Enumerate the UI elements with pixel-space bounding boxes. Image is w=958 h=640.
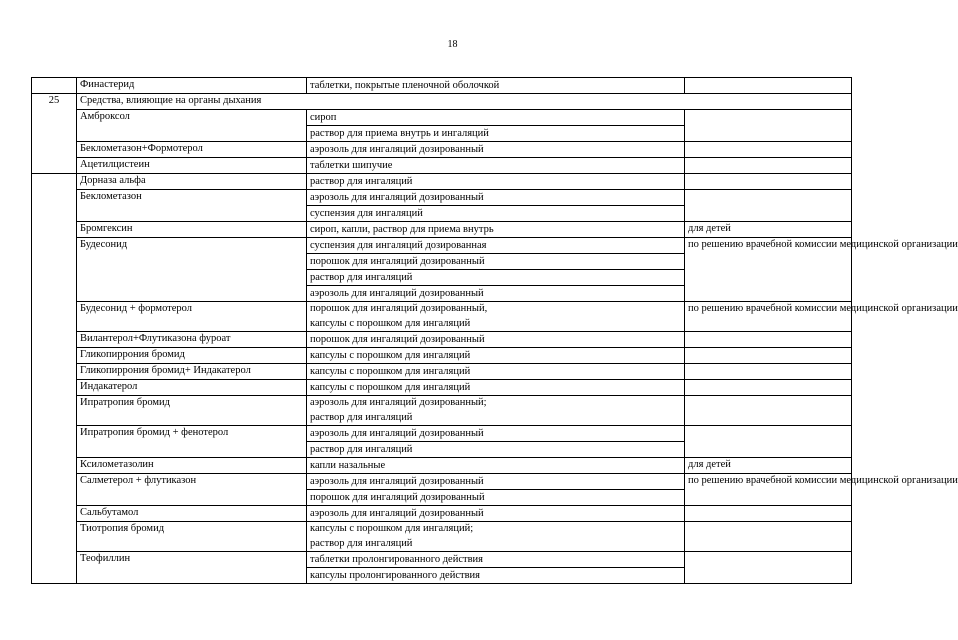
note-cell: по решению врачебной комиссии медицинской организации [685, 238, 852, 302]
dosage-form: суспензия для ингаляций [307, 205, 684, 221]
note-cell [685, 174, 852, 190]
note-cell [685, 506, 852, 522]
table-row [32, 174, 852, 190]
dosage-form-cell [307, 332, 685, 348]
section-number: 25 [32, 94, 77, 174]
table-row [32, 158, 852, 174]
dosage-form-cell [307, 458, 685, 474]
dosage-form-cell [307, 522, 685, 552]
dosage-form-cell [307, 506, 685, 522]
dosage-form: сироп, капли, раствор для приема внутрь [310, 224, 494, 235]
table-row [32, 506, 852, 522]
note-cell [685, 552, 852, 584]
table-row [32, 474, 852, 506]
dosage-form-cell [307, 302, 685, 332]
dosage-form: аэрозоль для ингаляций дозированный; [310, 397, 487, 408]
dosage-form-cell [307, 348, 685, 364]
page-number: 18 [447, 39, 458, 50]
note-cell [685, 348, 852, 364]
note-cell: по решению врачебной комиссии медицинской организации [685, 474, 852, 506]
table-row [32, 302, 852, 332]
table-row [32, 222, 852, 238]
dosage-form: капсулы с порошком для ингаляций [310, 382, 471, 393]
dosage-form-cell [307, 110, 685, 142]
dosage-form: аэрозоль для ингаляций дозированный [310, 476, 484, 487]
dosage-form: аэрозоль для ингаляций дозированный [310, 192, 484, 203]
dosage-form-cell [307, 474, 685, 506]
drug-name: Гликопиррония бромид+ Индакатерол [77, 364, 307, 380]
dosage-form-cell [307, 142, 685, 158]
dosage-form: порошок для ингаляций дозированный [307, 489, 684, 505]
dosage-form: аэрозоль для ингаляций дозированный [307, 285, 684, 301]
dosage-form: порошок для ингаляций дозированный [307, 253, 684, 269]
drug-name: Гликопиррония бромид [77, 348, 307, 364]
note-cell: для детей [685, 222, 852, 238]
drug-name: Финастерид [77, 78, 307, 94]
drug-name: Индакатерол [77, 380, 307, 396]
table-row [32, 332, 852, 348]
dosage-form: порошок для ингаляций дозированный [310, 334, 485, 345]
note-cell: для детей [685, 458, 852, 474]
dosage-form-cell [307, 78, 685, 94]
dosage-form: таблетки пролонгированного действия [310, 554, 483, 565]
table-row [32, 190, 852, 222]
dosage-form-cell [307, 396, 685, 426]
note-cell [685, 522, 852, 552]
note-cell [685, 364, 852, 380]
note-cell [685, 142, 852, 158]
dosage-form-cell [307, 222, 685, 238]
dosage-form: суспензия для ингаляций дозированная [310, 240, 487, 251]
drug-name: Будесонид + формотерол [77, 302, 307, 332]
dosage-form-cell [307, 380, 685, 396]
dosage-form: капсулы с порошком для ингаляций; [310, 523, 474, 534]
note-cell [685, 78, 852, 94]
dosage-form: сироп [310, 112, 337, 123]
dosage-form-cell [307, 364, 685, 380]
dosage-form: аэрозоль для ингаляций дозированный [310, 144, 484, 155]
drug-name: Ксилометазолин [77, 458, 307, 474]
dosage-form: таблетки шипучие [310, 160, 393, 171]
table-row [32, 78, 852, 94]
note-cell [685, 332, 852, 348]
dosage-form: капсулы с порошком для ингаляций [310, 317, 471, 329]
drug-name: Вилантерол+Флутиказона фуроат [77, 332, 307, 348]
dosage-form: капли назальные [310, 460, 386, 471]
dosage-form: капсулы с порошком для ингаляций [310, 350, 471, 361]
dosage-form-cell [307, 552, 685, 584]
note-cell [685, 426, 852, 458]
section-title: Средства, влияющие на органы дыхания [77, 94, 852, 110]
table-row [32, 522, 852, 552]
drug-name: Тиотропия бромид [77, 522, 307, 552]
dosage-form: раствор для ингаляций [310, 411, 413, 423]
table-row [32, 396, 852, 426]
dosage-form-cell [307, 426, 685, 458]
note-cell: по решению врачебной комиссии медицинской организации [685, 302, 852, 332]
dosage-form: аэрозоль для ингаляций дозированный [310, 428, 484, 439]
dosage-form: раствор для ингаляций [307, 269, 684, 285]
note-cell [685, 396, 852, 426]
dosage-form-cell [307, 190, 685, 222]
dosage-form: раствор для приема внутрь и ингаляций [307, 125, 684, 141]
table-row [32, 380, 852, 396]
dosage-form: порошок для ингаляций дозированный, [310, 303, 488, 314]
table-row [32, 142, 852, 158]
note-cell [685, 158, 852, 174]
dosage-form-cell [307, 174, 685, 190]
drug-name: Ацетилцистеин [77, 158, 307, 174]
drug-name: Ипратропия бромид [77, 396, 307, 426]
section-row [32, 94, 852, 110]
drug-name: Ипратропия бромид + фенотерол [77, 426, 307, 458]
dosage-form: капсулы пролонгированного действия [307, 567, 684, 583]
note-cell [685, 190, 852, 222]
dosage-form: раствор для ингаляций [310, 537, 413, 549]
row-number-empty [32, 78, 77, 94]
drug-name: Будесонид [77, 238, 307, 302]
dosage-form: раствор для ингаляций [307, 441, 684, 457]
dosage-form-cell [307, 238, 685, 302]
drug-name: Амброксол [77, 110, 307, 142]
drug-name: Бромгексин [77, 222, 307, 238]
table-row [32, 552, 852, 584]
drug-name: Беклометазон+Формотерол [77, 142, 307, 158]
drug-name: Сальбутамол [77, 506, 307, 522]
table-row [32, 110, 852, 142]
table-row [32, 426, 852, 458]
dosage-form: таблетки, покрытые пленочной оболочкой [310, 80, 500, 91]
drug-name: Теофиллин [77, 552, 307, 584]
dosage-form: аэрозоль для ингаляций дозированный [310, 508, 484, 519]
dosage-form-cell [307, 158, 685, 174]
table-row [32, 238, 852, 302]
drug-name: Беклометазон [77, 190, 307, 222]
table-row [32, 458, 852, 474]
row-number-empty [32, 174, 77, 584]
table-row [32, 364, 852, 380]
drug-table [31, 77, 958, 584]
drug-name: Салметерол + флутиказон [77, 474, 307, 506]
note-cell [685, 110, 852, 142]
table-row [32, 348, 852, 364]
dosage-form: капсулы с порошком для ингаляций [310, 366, 471, 377]
dosage-form: раствор для ингаляций [310, 176, 413, 187]
drug-name: Дорназа альфа [77, 174, 307, 190]
note-cell [685, 380, 852, 396]
